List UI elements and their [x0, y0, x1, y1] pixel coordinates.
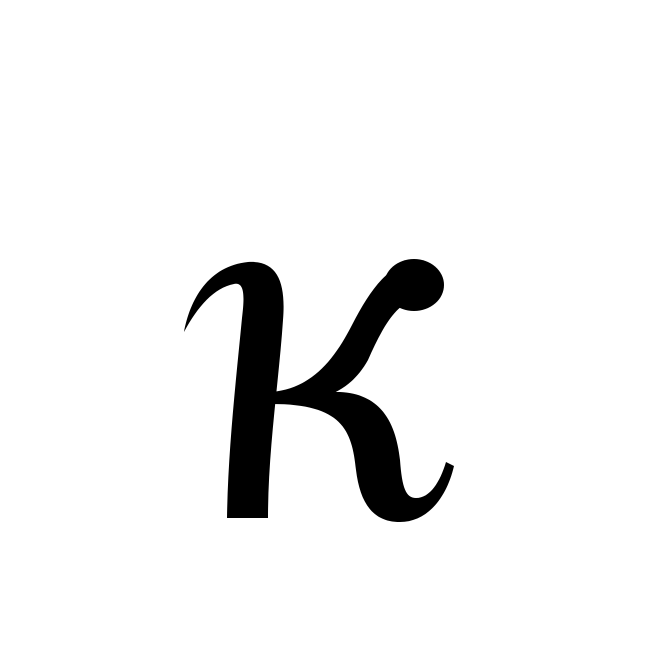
kappa-ball-terminal — [384, 259, 444, 311]
kappa-lower-leg — [272, 392, 454, 522]
kappa-stem — [184, 262, 284, 518]
